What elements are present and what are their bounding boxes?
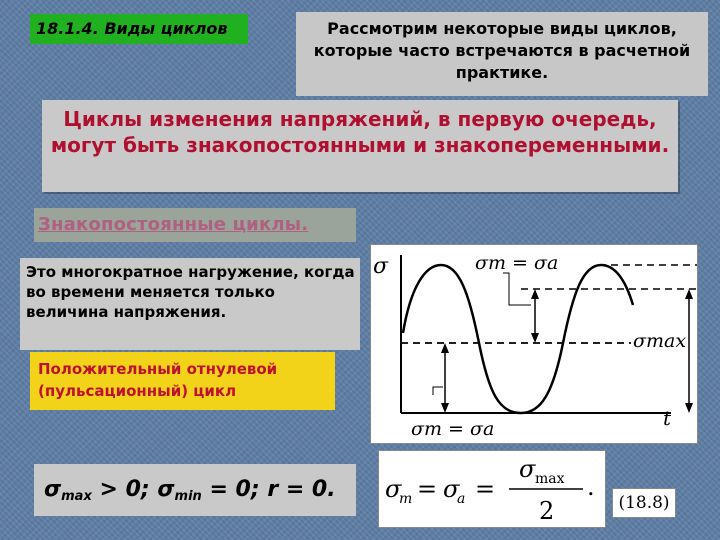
mean-amplitude-formula xyxy=(378,450,606,528)
equals-1: = xyxy=(417,475,438,503)
sigma-m-a-top-label: σm = σa xyxy=(475,252,559,274)
mean-arrowhead-top xyxy=(441,343,449,353)
formula-svg xyxy=(379,451,605,527)
sigma-max-label: σmax xyxy=(633,330,687,352)
sigma-label: σ xyxy=(373,254,389,279)
sigma-symbol-2: σ xyxy=(157,477,175,502)
sigma-max-numerator: σ xyxy=(519,455,536,483)
mean-arrowhead-bottom xyxy=(441,403,449,413)
stress-cycle-graph xyxy=(370,244,698,444)
greater-zero: > 0; xyxy=(91,477,158,502)
sigma-a-symbol: σ xyxy=(443,475,460,503)
sigma-symbol: σ xyxy=(44,477,62,502)
max-subscript-2: max xyxy=(535,471,565,487)
cycle-condition-formula xyxy=(34,464,356,516)
leader-bottom xyxy=(433,387,443,395)
denominator: 2 xyxy=(539,497,555,525)
main-statement: Циклы изменения напряжений, в первую очередь, могут быть знакопостоянными и знакопеременными. xyxy=(42,100,678,192)
period: . xyxy=(587,473,595,501)
t-label: t xyxy=(663,406,672,430)
equals-2: = xyxy=(475,475,496,503)
m-subscript: m xyxy=(399,491,413,507)
stress-curve xyxy=(403,265,633,413)
positive-cycle-label: Положительный отнулевой (пульсационный) цикл xyxy=(30,352,335,410)
section-title: 18.1.4. Виды циклов xyxy=(30,14,248,44)
sigma-m-a-bottom-label: σm = σa xyxy=(411,418,495,440)
max-arrowhead-bottom xyxy=(685,403,693,413)
min-subscript: min xyxy=(174,489,202,504)
sigma-m-symbol: σ xyxy=(385,475,402,503)
max-subscript: max xyxy=(61,489,92,504)
description-text: Это многократное нагружение, когда во времени меняется только величина напряжения. xyxy=(20,258,360,350)
intro-text: Рассмотрим некоторые виды циклов, которые часто встречаются в расчетной практике. xyxy=(296,12,708,96)
equation-number: (18.8) xyxy=(612,488,676,518)
min-zero-r-zero: = 0; r = 0. xyxy=(201,477,336,502)
amplitude-arrowhead-bottom xyxy=(531,333,539,343)
stress-cycle-svg xyxy=(371,245,697,443)
subheading-constant-cycles: Знакопостоянные циклы. xyxy=(34,208,356,242)
amplitude-arrowhead-top xyxy=(531,289,539,299)
max-arrowhead-top xyxy=(685,289,693,299)
a-subscript: a xyxy=(457,491,466,507)
